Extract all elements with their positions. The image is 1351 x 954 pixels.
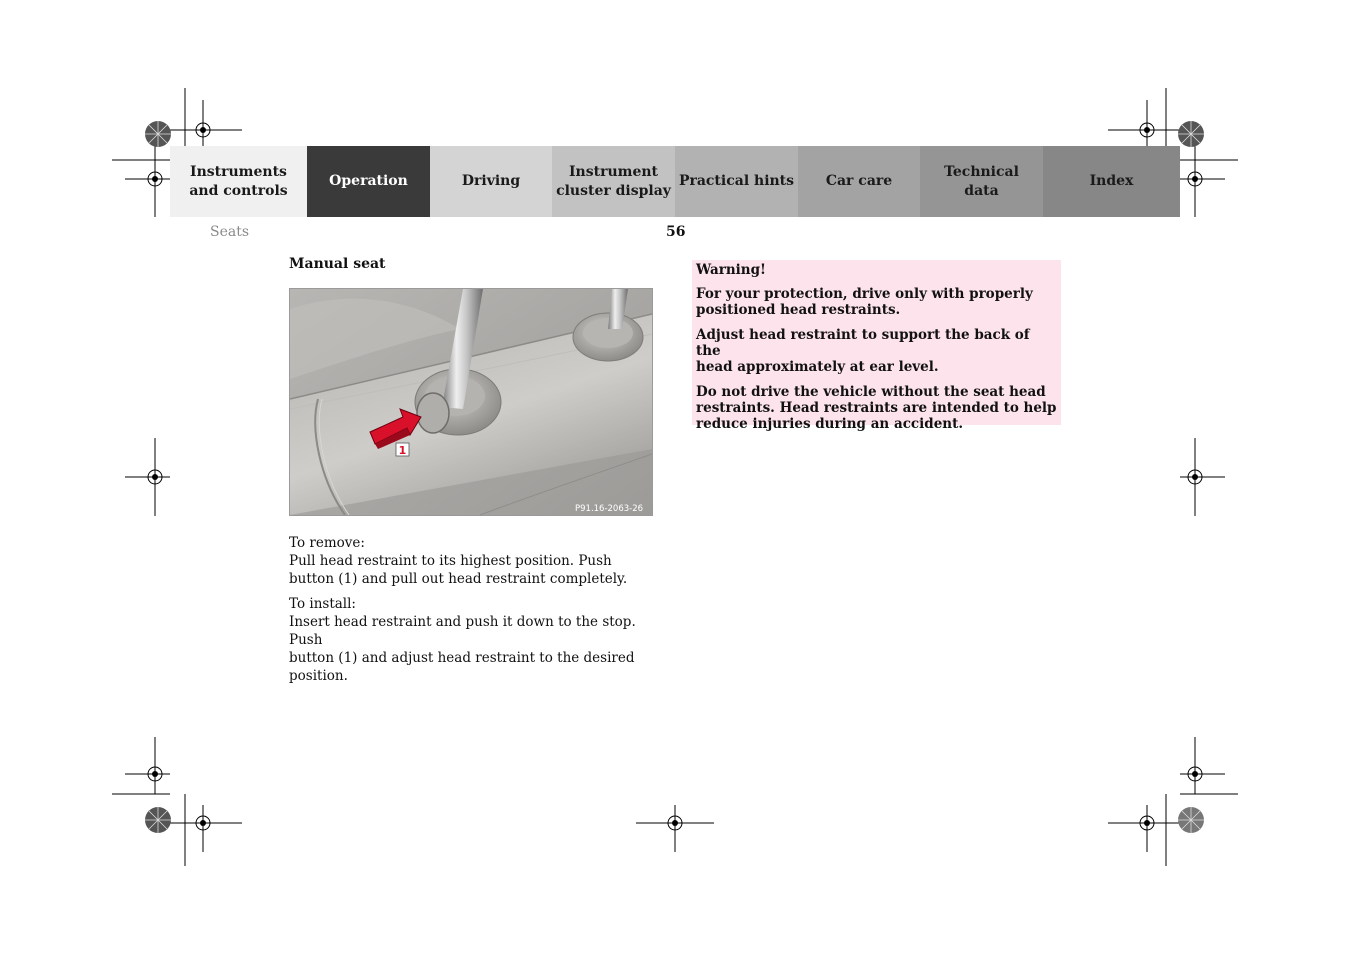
install-text: Insert head restraint and push it down to the stop. Push button (1) and adjust head restraint to the desired position.	[289, 614, 636, 684]
figure-code: P91.16-2063-26	[575, 504, 644, 514]
tab-index[interactable]: Index	[1043, 146, 1180, 217]
remove-instructions	[289, 534, 659, 588]
tab-operation[interactable]: Operation	[307, 146, 430, 217]
warning-paragraph-2: Adjust head restraint to support the back of the head approximately at ear level.	[696, 327, 1030, 375]
section-title: Seats	[210, 224, 250, 240]
page-number: 56	[666, 224, 686, 240]
tab-car-care[interactable]: Car care	[798, 146, 920, 217]
head-restraint-illustration	[289, 288, 653, 516]
warning-paragraph-3: Do not drive the vehicle without the seat head restraints. Head restraints are intended to help reduce injuries during an accident.	[696, 384, 1057, 432]
content-heading: Manual seat	[289, 256, 386, 272]
figure-callout-number: 1	[398, 444, 407, 457]
install-title: To install:	[289, 596, 356, 612]
tab-practical-hints[interactable]: Practical hints	[675, 146, 798, 217]
warning-paragraph-1: For your protection, drive only with properly positioned head restraints.	[696, 286, 1033, 318]
chapter-navigation	[170, 146, 1180, 217]
tab-driving[interactable]: Driving	[430, 146, 552, 217]
tab-instrument-cluster-display[interactable]: Instrument cluster display	[552, 146, 675, 217]
tab-instruments-and-controls[interactable]: Instruments and controls	[170, 146, 307, 217]
remove-text: Pull head restraint to its highest position. Push button (1) and pull out head restraint completely.	[289, 553, 628, 587]
warning-title: Warning!	[696, 262, 766, 278]
seat-illustration-graphic	[290, 289, 652, 515]
remove-title: To remove:	[289, 535, 365, 551]
warning-box	[692, 260, 1061, 432]
tab-technical-data[interactable]: Technical data	[920, 146, 1043, 217]
install-instructions	[289, 595, 659, 685]
